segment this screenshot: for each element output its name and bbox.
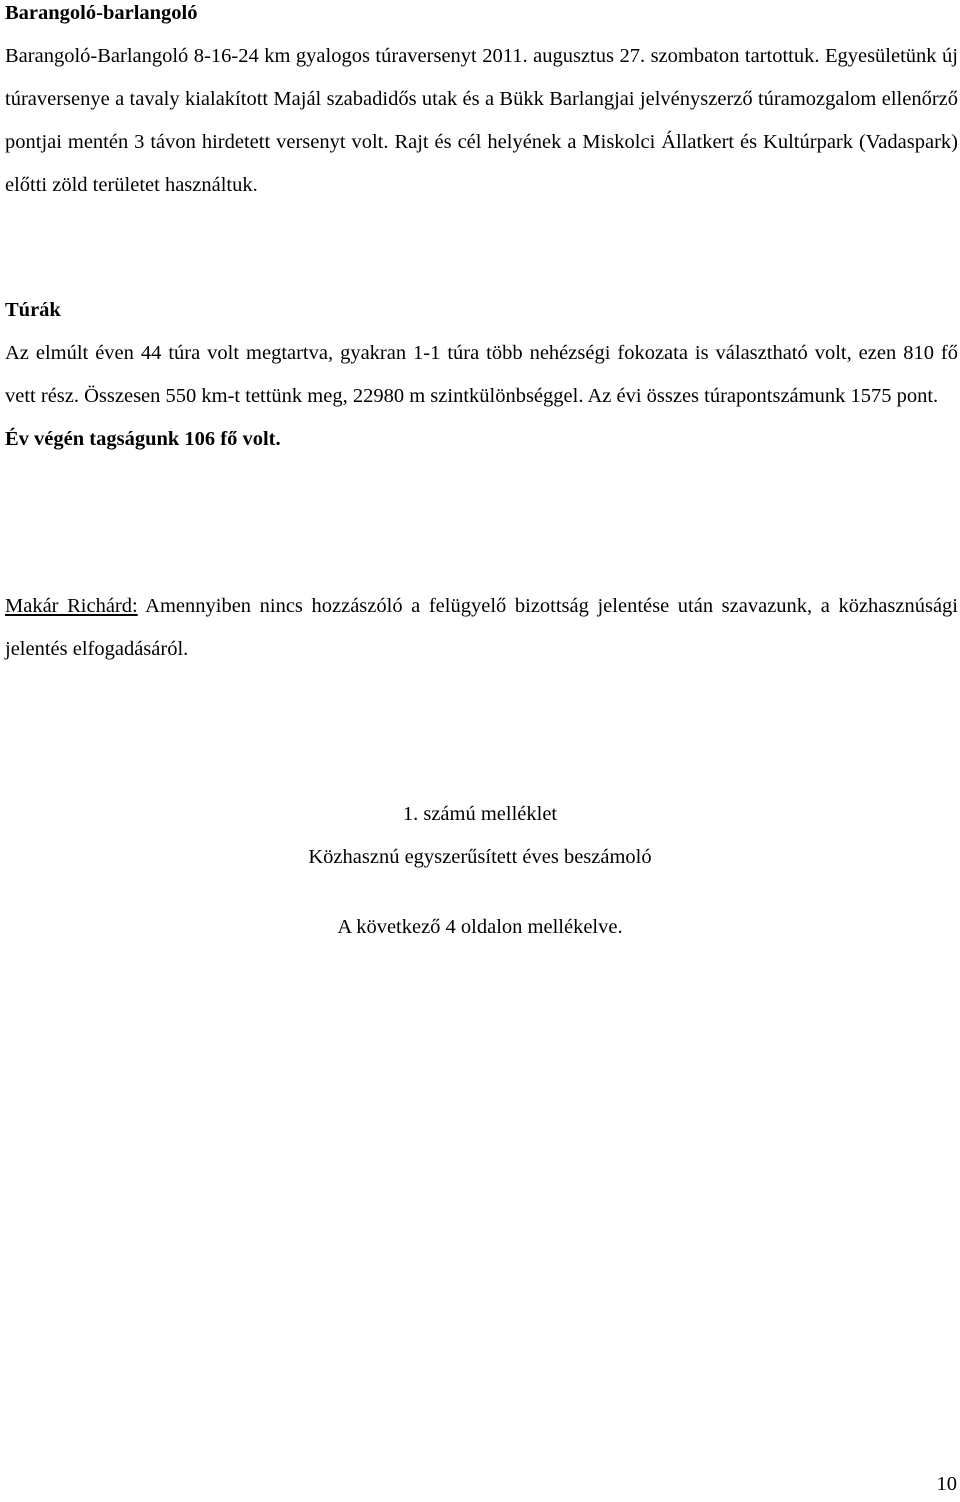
speaker-text: Amennyiben nincs hozzászóló a felügyelő bizottság jelentése után szavazunk, a közhasznúsági jelentés elfogadásáról. — [5, 595, 958, 660]
section-paragraph-barangolo: Barangoló-Barlangoló 8-16-24 km gyalogos túraversenyt 2011. augusztus 27. szombaton tartottuk. Egyesületünk új túraversenye a tavaly kialakított Majál szabadidős utak és a Bükk Barlangjai jelvényszerző túramozgalom ellenőrző pontjai mentén 3 távon hirdetett versenyt volt. Rajt és cél helyének a Miskolci Állatkert és Kultúrpark (Vadaspark) előtti zöld területet használtuk. — [5, 45, 958, 196]
page-number: 10 — [936, 1473, 957, 1495]
section-vote — [5, 585, 958, 671]
appendix-title: Közhasznú egyszerűsített éves beszámoló — [308, 846, 652, 868]
appendix-note: A következő 4 oldalon mellékelve. — [337, 916, 623, 938]
section-turak — [5, 289, 958, 461]
membership-line: Év végén tagságunk 106 fő volt. — [5, 428, 281, 450]
section-barangolo — [5, 0, 958, 207]
membership-text: Év végén tagságunk 106 fő volt — [5, 428, 276, 450]
speaker-name: Makár Richárd: — [5, 595, 138, 617]
section-heading-barangolo: Barangoló-barlangoló — [5, 2, 198, 24]
appendix-label: 1. számú melléklet — [402, 803, 558, 825]
section-heading-turak: Túrák — [5, 299, 61, 321]
section-paragraph-turak: Az elmúlt éven 44 túra volt megtartva, gyakran 1-1 túra több nehézségi fokozata is választható volt, ezen 810 fő vett rész. Összesen 550 km-t tettünk meg, 22980 m szintkülönbséggel. Az évi összes túrapontszámunk 1575 pont. — [5, 342, 958, 407]
